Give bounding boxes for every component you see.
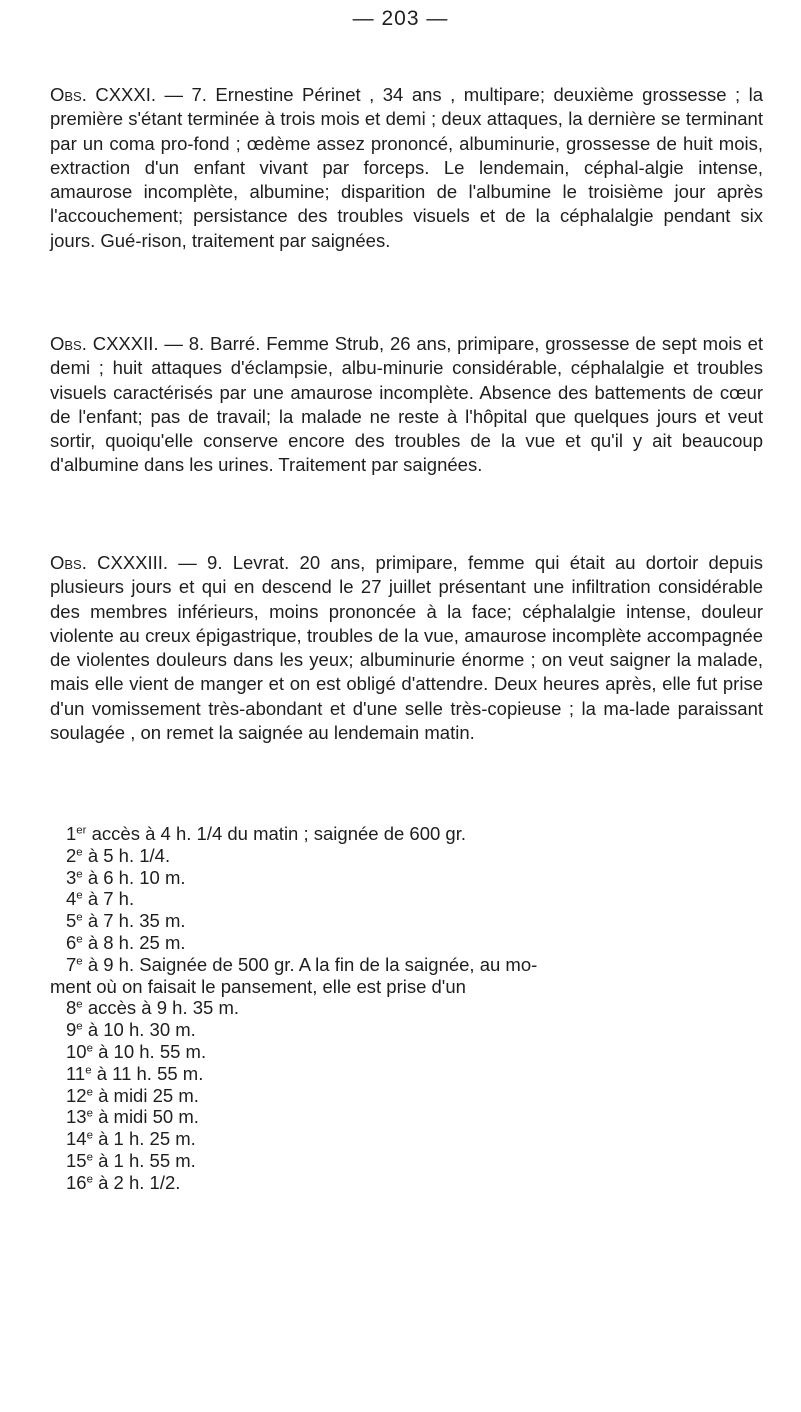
seizure-entry [50, 932, 763, 954]
seizure-time-text: à 7 h. 35 m. [82, 910, 186, 932]
seizure-entry [50, 867, 763, 889]
seizure-ordinal-suffix: e [86, 1042, 93, 1055]
seizure-number: 1 [66, 823, 77, 844]
seizure-time-text: à midi 25 m. [92, 1084, 199, 1106]
seizure-entry [50, 1106, 763, 1128]
observation-text: — 8. Barré. Femme Strub, 26 ans, primipare, grossesse de sept mois et demi ; huit attaques d'éclampsie, albu-minurie considérable, céphalalgie et troubles visuels caractérisés par une amaurose incomplète. Absence des battements de cœur de l'enfant; pas de travail; la malade ne reste à l'hôpital que quelques jours et veut sortir, quoiqu'elle conserve encore des troubles de la vue et qu'il y ait beaucoup d'albumine dans les urines. Traitement par saignées. [50, 333, 763, 476]
seizure-number: 4 [66, 888, 77, 910]
seizure-number: 2 [66, 844, 77, 866]
seizure-number: 15 [66, 1149, 87, 1171]
seizure-time-text: à 6 h. 10 m. [82, 866, 186, 888]
seizure-time-text: à 11 h. 55 m. [91, 1062, 204, 1084]
observation-label: Obs. CXXXIII. [50, 552, 169, 573]
observation-132 [50, 332, 763, 478]
seizure-entry [50, 845, 763, 867]
seizure-entry [50, 1128, 763, 1150]
seizure-time-text: à 8 h. 25 m. [82, 931, 186, 953]
seizure-ordinal-suffix: e [86, 1151, 93, 1164]
seizure-entry [50, 888, 763, 910]
seizure-number: 11 [66, 1062, 86, 1084]
seizure-number: 12 [66, 1084, 87, 1106]
seizure-entry [50, 823, 763, 845]
observation-label: Obs. CXXXII. [50, 333, 159, 354]
observation-133 [50, 551, 763, 745]
seizure-entry [50, 1041, 763, 1063]
seizure-ordinal-suffix: e [76, 846, 83, 859]
seizure-entry [50, 997, 763, 1019]
seizure-ordinal-suffix: e [86, 1086, 93, 1099]
seizure-time-text: à midi 50 m. [92, 1106, 199, 1128]
observation-label: Obs. CXXXI. [50, 84, 157, 105]
seizure-ordinal-suffix: e [86, 1173, 93, 1186]
seizure-number: 13 [66, 1106, 87, 1128]
seizure-ordinal-suffix: e [76, 933, 83, 946]
seizure-timeline-list [50, 823, 763, 1194]
seizure-time-text: à 7 h. [82, 888, 135, 910]
seizure-time-text: à 10 h. 55 m. [92, 1040, 207, 1062]
seizure-time-text: à 2 h. 1/2. [92, 1171, 181, 1193]
seizure-entry [50, 1172, 763, 1194]
page-number: — 203 — [352, 7, 449, 30]
seizure-entry [50, 1063, 763, 1085]
seizure-entry [50, 1085, 763, 1107]
seizure-ordinal-suffix: e [76, 955, 83, 968]
seizure-ordinal-suffix: e [76, 890, 83, 903]
seizure-number: 6 [66, 931, 77, 953]
seizure-ordinal-suffix: e [86, 1129, 93, 1142]
seizure-entry [50, 910, 763, 932]
seizure-number: 16 [66, 1171, 87, 1193]
seizure-number: 8 [66, 997, 77, 1019]
seizure-time-text: accès à 9 h. 35 m. [82, 997, 239, 1019]
seizure-entry [50, 1019, 763, 1041]
seizure-time-text: à 1 h. 25 m. [92, 1128, 196, 1150]
seizure-time-text: à 10 h. 30 m. [82, 1019, 196, 1041]
seizure-ordinal-suffix: e [76, 999, 83, 1012]
observation-text: — 9. Levrat. 20 ans, primipare, femme qui était au dortoir depuis plusieurs jours et qui en descend le 27 juillet présentant une infiltration considérable des membres inférieurs, moins prononcée à la face; céphalalgie intense, douleur violente au creux épigastrique, troubles de la vue, amaurose incomplète accompagnée de violentes douleurs dans les yeux; albuminurie énorme ; on veut saigner la malade, mais elle vient de manger et on est obligé d'attendre. Deux heures après, elle fut prise d'un vomissement très-abondant et d'une selle très-copieuse ; la ma-lade paraissant soulagée , on remet la saignée au lendemain matin. [50, 552, 763, 744]
seizure-ordinal-suffix: er [76, 824, 87, 837]
seizure-ordinal-suffix: e [86, 1108, 93, 1121]
seizure-time-text: à 5 h. 1/4. [82, 844, 171, 866]
seizure-number: 3 [66, 866, 77, 888]
seizure-number: 5 [66, 910, 77, 932]
seizure-time-text: à 9 h. Saignée de 500 gr. A la fin de la saignée, au mo- [82, 953, 538, 975]
seizure-number: 10 [66, 1040, 87, 1062]
seizure-entry [50, 954, 763, 998]
seizure-continuation-text: ment où on faisait le pansement, elle est prise d'un [50, 975, 466, 997]
seizure-time-text: accès à 4 h. 1/4 du matin ; saignée de 600 gr. [86, 823, 467, 844]
seizure-number: 7 [66, 953, 77, 975]
seizure-number: 14 [66, 1128, 87, 1150]
seizure-time-text: à 1 h. 55 m. [92, 1149, 196, 1171]
seizure-ordinal-suffix: e [76, 868, 83, 881]
seizure-ordinal-suffix: e [76, 1020, 83, 1033]
observation-131 [50, 83, 763, 253]
observation-text: — 7. Ernestine Périnet , 34 ans , multipare; deuxième grossesse ; la première s'étant terminée à trois mois et demi ; deux attaques, la dernière se terminant par un coma pro-fond ; œdème assez prononcé, albuminurie, grossesse de huit mois, extraction d'un enfant vivant par forceps. Le lendemain, céphal-algie intense, amaurose incomplète, albumine; disparition de l'albumine le troisième jour après l'accouchement; persistance des troubles visuels et de la céphalalgie pendant six jours. Gué-rison, traitement par saignées. [50, 84, 763, 251]
seizure-entry [50, 1150, 763, 1172]
seizure-ordinal-suffix: e [85, 1064, 92, 1077]
seizure-ordinal-suffix: e [76, 911, 83, 924]
seizure-number: 9 [66, 1019, 77, 1041]
